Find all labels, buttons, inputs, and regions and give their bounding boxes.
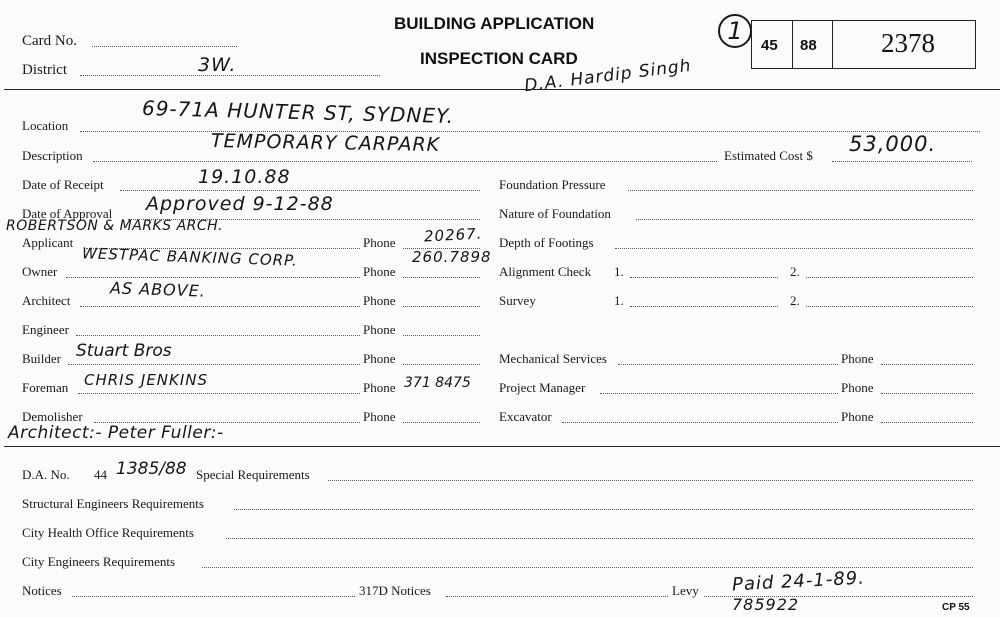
demolisher-phone-label: Phone xyxy=(363,409,396,424)
card-no-label: Card No. xyxy=(22,33,77,49)
survey-item-1-dots xyxy=(630,306,778,307)
date-of-approval-label: Date of Approval xyxy=(22,206,113,221)
levy-value: Paid 24-1-89. xyxy=(731,567,866,596)
engineer-phone-label: Phone xyxy=(363,322,396,337)
excavator-phone-label: Phone xyxy=(841,409,874,424)
builder-value: Stuart Bros xyxy=(76,341,172,361)
depth-of-footings-label: Depth of Footings xyxy=(499,235,594,250)
project-manager-phone-label: Phone xyxy=(841,380,874,395)
reference-box-divider-2 xyxy=(832,20,833,69)
card-no-dots xyxy=(92,46,237,47)
depth-of-footings-dots xyxy=(615,248,973,249)
reference-box-divider-1 xyxy=(792,20,793,69)
architect-dots xyxy=(80,306,360,307)
nature-of-foundation-dots xyxy=(636,219,973,220)
notices-317d-label: 317D Notices xyxy=(359,583,431,598)
notices-dots xyxy=(72,596,355,597)
foundation-pressure-label: Foundation Pressure xyxy=(499,177,606,192)
survey-item-1: 1. xyxy=(614,293,624,308)
date-of-receipt-value: 19.10.88 xyxy=(198,166,291,188)
notices-317d-dots xyxy=(446,596,668,597)
health-requirements-dots xyxy=(226,538,973,539)
alignment-item-1: 1. xyxy=(614,264,624,279)
builder-label: Builder xyxy=(22,351,61,366)
description-label: Description xyxy=(22,148,83,163)
special-requirements-dots xyxy=(328,480,973,481)
mechanical-services-dots xyxy=(618,364,838,365)
alignment-item-2-dots xyxy=(806,277,973,278)
reference-box xyxy=(751,20,976,69)
city-engineers-label: City Engineers Requirements xyxy=(22,554,176,569)
structural-requirements-dots xyxy=(234,509,973,510)
da-officer-signature: D.A. Hardip Singh xyxy=(523,55,693,97)
card-number: 2378 xyxy=(881,28,935,58)
levy-receipt: 785922 xyxy=(732,595,800,614)
owner-label: Owner xyxy=(22,264,58,279)
district-label: District xyxy=(22,62,67,78)
foreman-phone: 371 8475 xyxy=(404,375,471,391)
architect-phone-dots xyxy=(403,306,480,307)
health-requirements-label: City Health Office Requirements xyxy=(22,525,194,540)
date-of-receipt-dots xyxy=(120,190,480,191)
applicant-phone-label: Phone xyxy=(363,235,396,250)
levy-label: Levy xyxy=(672,583,699,598)
architect-label: Architect xyxy=(22,293,71,308)
applicant-phone: 20267. xyxy=(423,224,483,246)
applicant-label: Applicant xyxy=(22,235,74,250)
owner-phone-label: Phone xyxy=(363,264,396,279)
alignment-item-1-dots xyxy=(630,277,778,278)
mechanical-phone-dots xyxy=(881,364,973,365)
alignment-check-label: Alignment Check xyxy=(499,264,592,279)
builder-phone-dots xyxy=(403,364,480,365)
special-requirements-label: Special Requirements xyxy=(196,467,310,482)
architect-phone-label: Phone xyxy=(363,293,396,308)
project-manager-dots xyxy=(600,393,838,394)
demolisher-phone-dots xyxy=(403,422,480,423)
circled-number: 1 xyxy=(718,14,752,48)
card-title-line1: BUILDING APPLICATION xyxy=(394,14,595,33)
middle-rule xyxy=(4,446,1000,447)
notices-label: Notices xyxy=(22,583,62,598)
estimated-cost-value: 53,000. xyxy=(849,132,937,156)
form-code: CP 55 xyxy=(942,602,970,613)
location-value: 69-71A HUNTER ST, SYDNEY. xyxy=(141,95,455,129)
builder-dots xyxy=(68,364,360,365)
demolisher-label: Demolisher xyxy=(22,409,83,424)
date-of-receipt-label: Date of Receipt xyxy=(22,177,104,192)
builder-phone-label: Phone xyxy=(363,351,396,366)
foreman-value: CHRIS JENKINS xyxy=(84,371,209,389)
nature-of-foundation-label: Nature of Foundation xyxy=(499,206,611,221)
da-no-label: D.A. No. xyxy=(22,467,70,482)
owner-phone: 260.7898 xyxy=(412,248,492,266)
estimated-cost-dots xyxy=(832,161,972,162)
applicant-value: ROBERTSON & MARKS ARCH. xyxy=(6,218,224,234)
foreman-phone-label: Phone xyxy=(363,380,396,395)
foreman-label: Foreman xyxy=(22,380,69,395)
estimated-cost-label: Estimated Cost $ xyxy=(724,148,813,163)
date-of-approval-value: Approved 9-12-88 xyxy=(146,193,334,215)
excavator-label: Excavator xyxy=(499,409,552,424)
owner-value: WESTPAC BANKING CORP. xyxy=(81,244,299,270)
da-no-value: 1385/88 xyxy=(116,459,187,479)
mechanical-phone-label: Phone xyxy=(841,351,874,366)
owner-phone-dots xyxy=(403,277,480,278)
project-manager-phone-dots xyxy=(881,393,973,394)
excavator-phone-dots xyxy=(881,422,973,423)
foreman-dots xyxy=(78,393,360,394)
structural-requirements-label: Structural Engineers Requirements xyxy=(22,496,204,511)
alignment-item-2: 2. xyxy=(790,264,800,279)
description-value: TEMPORARY CARPARK xyxy=(210,130,441,156)
mechanical-services-label: Mechanical Services xyxy=(499,351,607,366)
excavator-dots xyxy=(562,422,838,423)
da-no-prefix: 44 xyxy=(94,467,107,482)
project-manager-label: Project Manager xyxy=(499,380,586,395)
district-value: 3W. xyxy=(198,54,237,76)
foundation-pressure-dots xyxy=(628,190,973,191)
engineer-label: Engineer xyxy=(22,322,69,337)
survey-item-2: 2. xyxy=(790,293,800,308)
location-label: Location xyxy=(22,118,69,133)
engineer-dots xyxy=(76,335,360,336)
header-rule xyxy=(4,89,1000,90)
reference-code-a: 45 xyxy=(761,37,778,54)
architect-value: AS ABOVE. xyxy=(109,278,207,301)
survey-label: Survey xyxy=(499,293,536,308)
engineer-phone-dots xyxy=(403,335,480,336)
reference-code-b: 88 xyxy=(800,37,817,54)
card-title-line2: INSPECTION CARD xyxy=(420,49,578,68)
description-dots xyxy=(93,161,717,162)
architect-note: Architect:- Peter Fuller:- xyxy=(8,423,224,443)
survey-item-2-dots xyxy=(806,306,973,307)
